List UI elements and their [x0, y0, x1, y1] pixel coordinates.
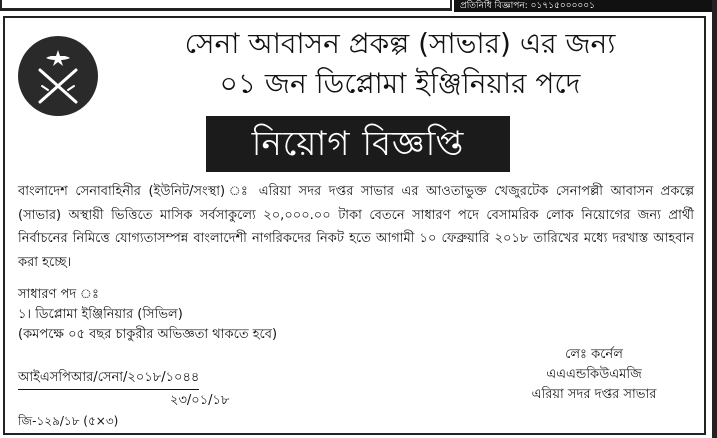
reference-number: আইএসপিআর/সেনা/২০১৮/১০৪৪	[18, 368, 199, 390]
reference-date: ২৩/০১/১৮	[170, 393, 230, 408]
post-requirement-note: (কমপক্ষে ০৫ বছর চাকুরীর অভিজ্ঞতা থাকতে হবে)	[18, 327, 278, 342]
notice-title-banner: নিয়োগ বিজ্ঞপ্তি	[206, 116, 510, 172]
army-emblem-icon	[18, 36, 98, 116]
column-rule	[712, 0, 717, 438]
previous-ad-strip	[0, 0, 717, 14]
notice-body-paragraph: বাংলাদেশ সেনাবাহিনীর (ইউনিট/সংস্থা) ঃ এরিয়া সদর দপ্তর সাভার এর আওতাভুক্ত খেজুরটেক সেনাপল্লী আবাসন প্রকল্পে (সাভার) অস্থায়ী ভিত্তিতে মাসিক সর্বসাকুল্যে ২০,০০০.০০ টাকা বেতনে সাধারণ পদে বেসামরিক লোক নিয়োগের জন্য প্রার্থী নির্বাচনের নিমিত্তে যোগ্যতাসম্পন্ন বাংলাদেশী নাগরিকদের নিকট হতে আগামী ১০ ফেব্রুয়ারি ২০১৮ তারিখের মধ্যে দরখাস্ত আহবান করা হচ্ছে।	[18, 184, 694, 270]
previous-ad-phone: প্রতিনিধি বিজ্ঞাপন: ০১৭১৫০০০০০১	[454, 0, 712, 12]
notice-heading	[110, 24, 690, 104]
crossed-swords-icon	[18, 36, 98, 116]
heading-line-2: ০১ জন ডিপ্লোমা ইঞ্জিনিয়ার পদে	[219, 67, 581, 100]
post-item: ১। ডিপ্লোমা ইঞ্জিনিয়ার (সিভিল)	[18, 307, 183, 322]
post-heading: সাধারণ পদ ঃ	[18, 287, 99, 302]
signature-block	[484, 345, 704, 405]
signatory-office: এরিয়া সদর দপ্তর সাভার	[531, 387, 657, 402]
heading-line-1: সেনা আবাসন প্রকল্প (সাভার) এর জন্য	[184, 27, 616, 60]
signatory-rank: লেঃ কর্নেল	[565, 347, 623, 362]
signatory-designation: এএএন্ডকিউএমজি	[546, 367, 642, 382]
previous-ad-border	[0, 0, 452, 11]
ad-code: জি-১২৯/১৮ (৫×৩)	[18, 414, 119, 428]
